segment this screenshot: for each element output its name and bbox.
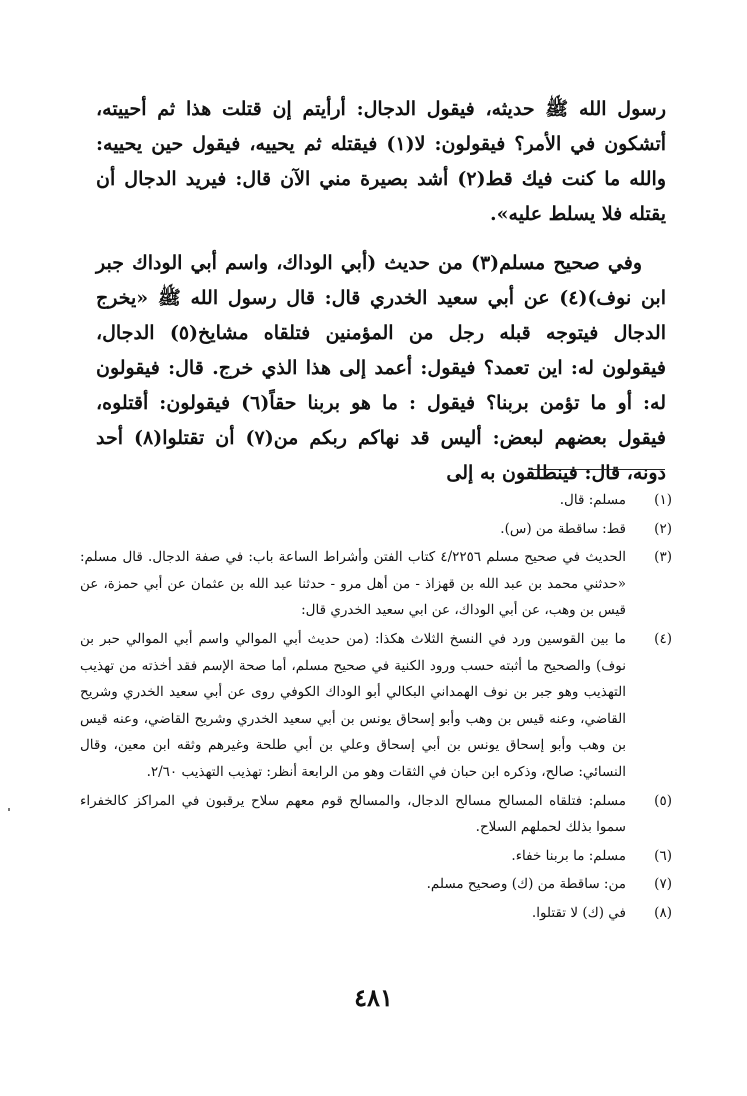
footnote-text: قط: ساقطة من (س).: [500, 520, 626, 537]
footnote-text: ما بين القوسين ورد في النسخ الثلاث هكذا: (من حديث أبي الموالي واسم أبي الموالي حبر بن نوف) والصحيح ما أثبته حسب ورود الكنية في صحيح مسلم، أما صحة الإسم فقد أخذته من تهذيب التهذيب وهو جبر بن نوف الهمداني البكالي أبو الوداك الكوفي روى عن أبي سعيد الخدري وشريح القاضي، وعنه قيس بن وهب وأبو إسحاق يونس بن أبي سعيد الخدري وشريح القاضي، وعنه قيس بن وهب وأبو إسحاق يونس بن أبي إسحاق وعلي بن أبي طلحة وغيرهم وثقه ابن معين، وقال النسائي: صالح، وذكره ابن حبان في الثقات وهو من الرابعة أنظر: تهذيب التهذيب ٢/٦٠.: [80, 630, 626, 780]
footnote-number: (٦): [654, 847, 672, 864]
main-paragraph: رسول الله ﷺ حديثه، فيقول الدجال: أرأيتم إن قتلت هذا ثم أحييته، أتشكون في الأمر؟ فيقولون: لا(١) فيقتله ثم يحييه، فيقول حين يحييه: والله ما كنت فيك قط(٢) أشد بصيرة مني الآن قال: فيريد الدجال أن يقتله فلا يسلط عليه».: [96, 98, 667, 225]
footnote-number: (٣): [654, 549, 672, 566]
footnote-number: (٥): [654, 792, 672, 809]
footnote: [80, 626, 672, 786]
footnote-text: مسلم: ما بربنا خفاء.: [511, 847, 626, 864]
footnote-text: مسلم: فتلقاه المسالح مسالح الدجال، والمسالح قوم معهم سلاح يرقبون في المراكز كالخفراء سموا بذلك لحملهم السلاح.: [80, 792, 626, 836]
main-text-body: [96, 92, 666, 491]
footnote-text: من: ساقطة من (ك) وصحيح مسلم.: [426, 876, 626, 893]
scan-speck: [8, 808, 10, 811]
footnote-text: في (ك) لا تقتلوا.: [531, 904, 626, 921]
footnote-text: مسلم: قال.: [559, 492, 626, 508]
footnotes: [80, 487, 672, 929]
footnote: [80, 900, 672, 927]
footnote-number: (٢): [654, 520, 672, 537]
footnote: [80, 544, 672, 624]
footnote-number: (٤): [654, 630, 672, 647]
footnote-number: (٨): [654, 904, 672, 921]
footnote: [80, 516, 672, 543]
footnote: [80, 843, 672, 870]
footnote-text: الحديث في صحيح مسلم ٤/٢٢٥٦ كتاب الفتن وأشراط الساعة باب: في صفة الدجال. قال مسلم: «حدثني محمد بن عبد الله بن قهزاذ - من أهل مرو - حدثنا عبد الله بن عثمان عن أبي حمزة، عن قيس بن وهب، عن أبي الوداك، عن ابي سعيد الخدري قال:: [80, 549, 626, 619]
footnote: [80, 487, 672, 514]
footnote-separator: [531, 469, 665, 470]
footnote-number: (٧): [654, 876, 672, 893]
footnote: [80, 788, 672, 841]
footnote: [80, 871, 672, 898]
page-number: ٤٨١: [354, 983, 393, 1012]
main-paragraph: وفي صحيح مسلم(٣) من حديث (أبي الوداك، واسم أبي الوداك جبر ابن نوف)(٤) عن أبي سعيد الخدري قال: قال رسول الله ﷺ «يخرج الدجال فيتوجه قبله رجل من المؤمنين فتلقاه مشايخ(٥) الدجال، فيقولون له: اين تعمد؟ فيقول: أعمد إلى هذا الذي خرج. قال: فيقولون له: أو ما تؤمن بربنا؟ فيقول : ما هو بربنا حقاً(٦) فيقولون: أقتلوه، فيقول بعضهم لبعض: أليس قد نهاكم ربكم من(٧) أن تقتلوا(٨) أحد دونه، قال: فينطلقون به إلى: [96, 252, 666, 484]
footnote-number: (١): [654, 492, 672, 508]
